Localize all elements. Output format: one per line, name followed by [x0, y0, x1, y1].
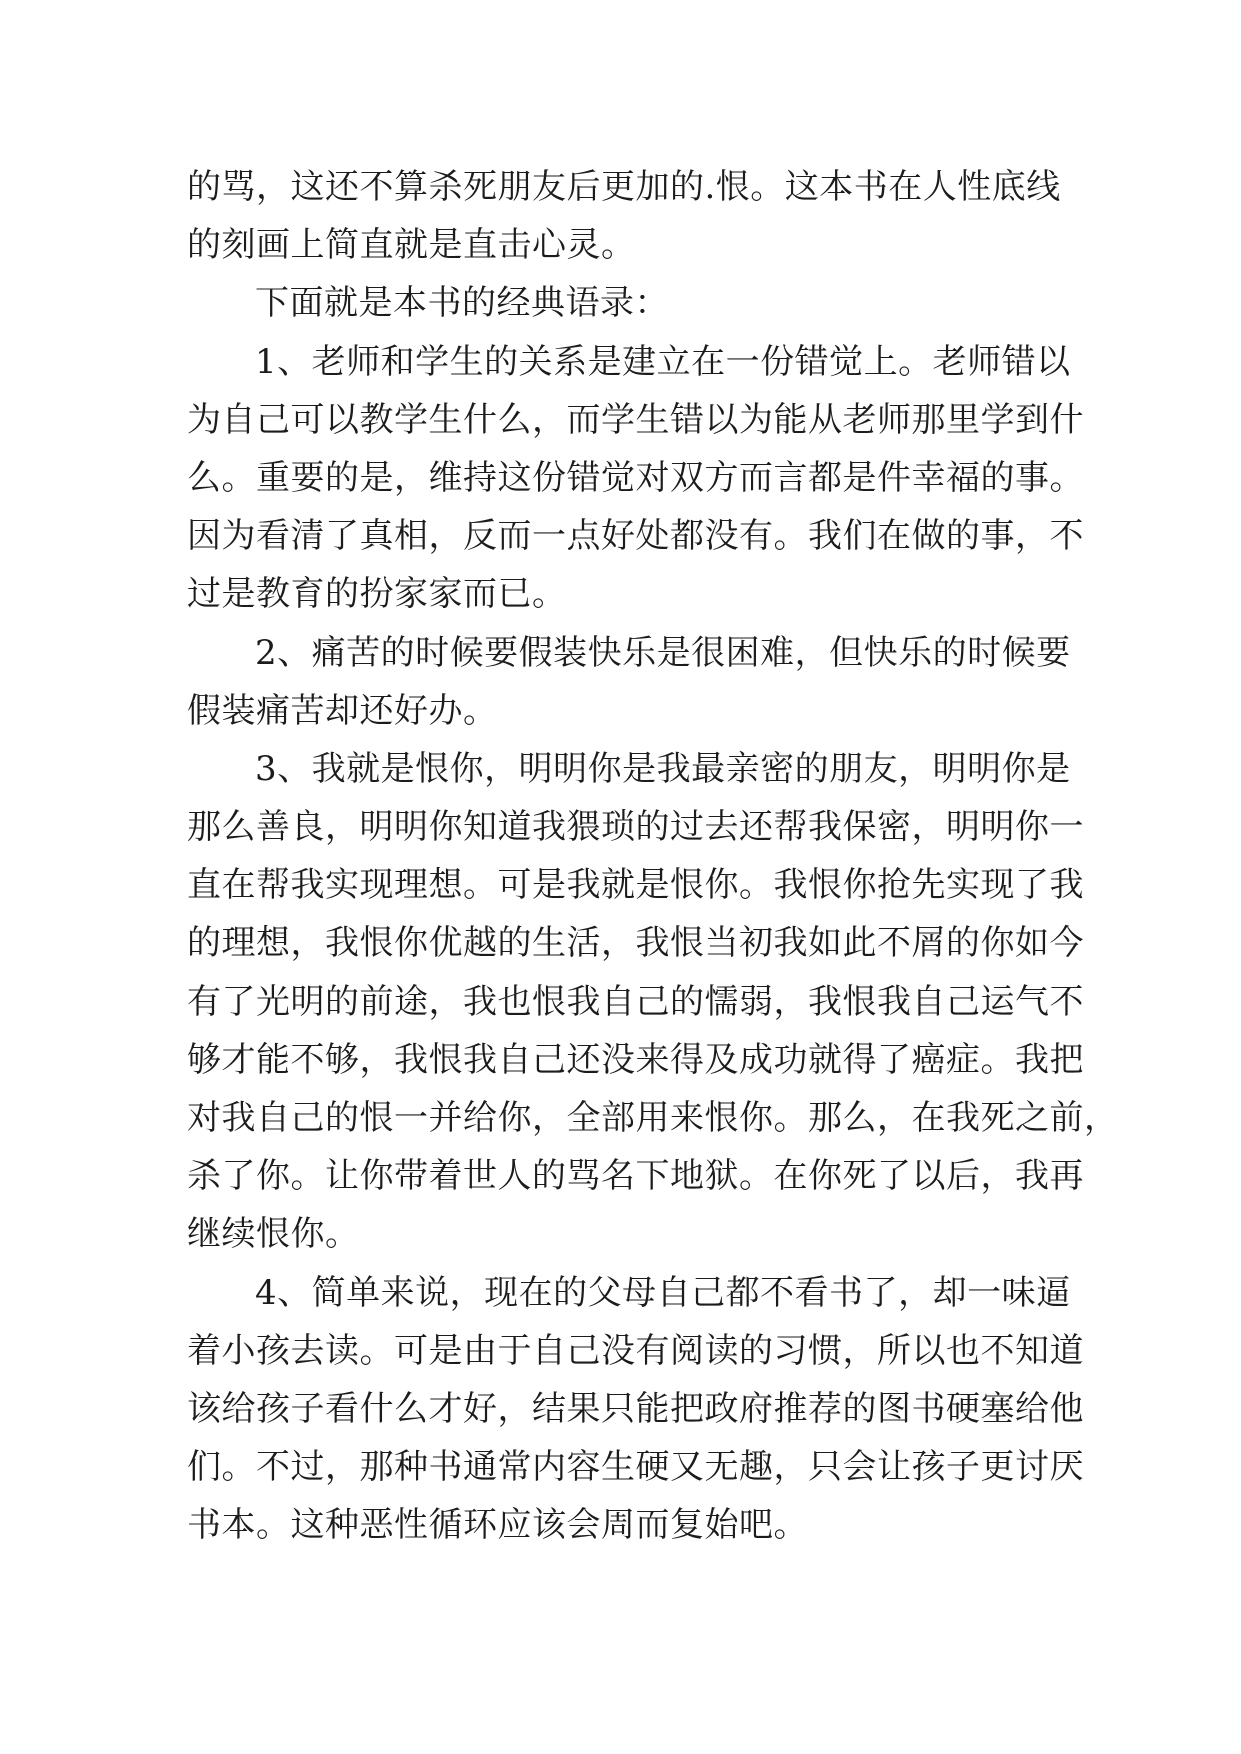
section-heading: 下面就是本书的经典语录： [255, 283, 669, 324]
text-line: 的刻画上简直就是直击心灵。 [187, 225, 636, 266]
text-line: 因为看清了真相，反而一点好处都没有。我们在做的事，不 [187, 516, 1084, 557]
text-line: 有了光明的前途，我也恨我自己的懦弱，我恨我自己运气不 [187, 981, 1084, 1022]
text-line: 1、老师和学生的关系是建立在一份错觉上。老师错以 [255, 341, 1071, 382]
paragraph-quote-1 [187, 333, 1084, 624]
text-line: 直在帮我实现理想。可是我就是恨你。我恨你抢先实现了我 [187, 865, 1084, 906]
paragraph-quote-3 [187, 740, 1119, 1264]
paragraph-quote-2 [187, 624, 1071, 740]
text-line: 2、痛苦的时候要假装快乐是很困难，但快乐的时候要 [255, 632, 1071, 673]
text-line: 的骂，这还不算杀死朋友后更加的.恨。这本书在人性底线 [187, 167, 1061, 207]
text-line: 够才能不够，我恨我自己还没来得及成功就得了癌症。我把 [187, 1039, 1084, 1080]
text-line: 书本。这种恶性循环应该会周而复始吧。 [187, 1505, 808, 1546]
paragraph-intro [187, 158, 1061, 274]
text-line: 那么善良，明明你知道我猥琐的过去还帮我保密，明明你一 [187, 807, 1084, 848]
text-line: 们。不过，那种书通常内容生硬又无趣，只会让孩子更讨厌 [187, 1447, 1084, 1488]
text-line: 继续恨你。 [187, 1214, 360, 1255]
paragraph-quote-4 [187, 1264, 1084, 1555]
text-line: 对我自己的恨一并给你，全部用来恨你。那么，在我死之前， [187, 1098, 1119, 1138]
text-line: 该给孩子看什么才好，结果只能把政府推荐的图书硬塞给他 [187, 1388, 1084, 1429]
text-line: 么。重要的是，维持这份错觉对双方而言都是件幸福的事。 [187, 457, 1084, 498]
document-body [187, 158, 1119, 1555]
text-line: 过是教育的扮家家而已。 [187, 574, 567, 615]
text-line: 假装痛苦却还好办。 [187, 690, 498, 731]
text-line: 为自己可以教学生什么，而学生错以为能从老师那里学到什 [187, 399, 1084, 440]
text-line: 3、我就是恨你，明明你是我最亲密的朋友，明明你是 [255, 748, 1071, 789]
paragraph-quotes-heading [187, 274, 1057, 332]
text-line: 着小孩去读。可是由于自己没有阅读的习惯，所以也不知道 [187, 1330, 1084, 1371]
text-line: 4、简单来说，现在的父母自己都不看书了，却一味逼 [255, 1272, 1071, 1313]
text-line: 的理想，我恨你优越的生活，我恨当初我如此不屑的你如今 [187, 923, 1084, 964]
text-line: 杀了你。让你带着世人的骂名下地狱。在你死了以后，我再 [187, 1156, 1084, 1197]
